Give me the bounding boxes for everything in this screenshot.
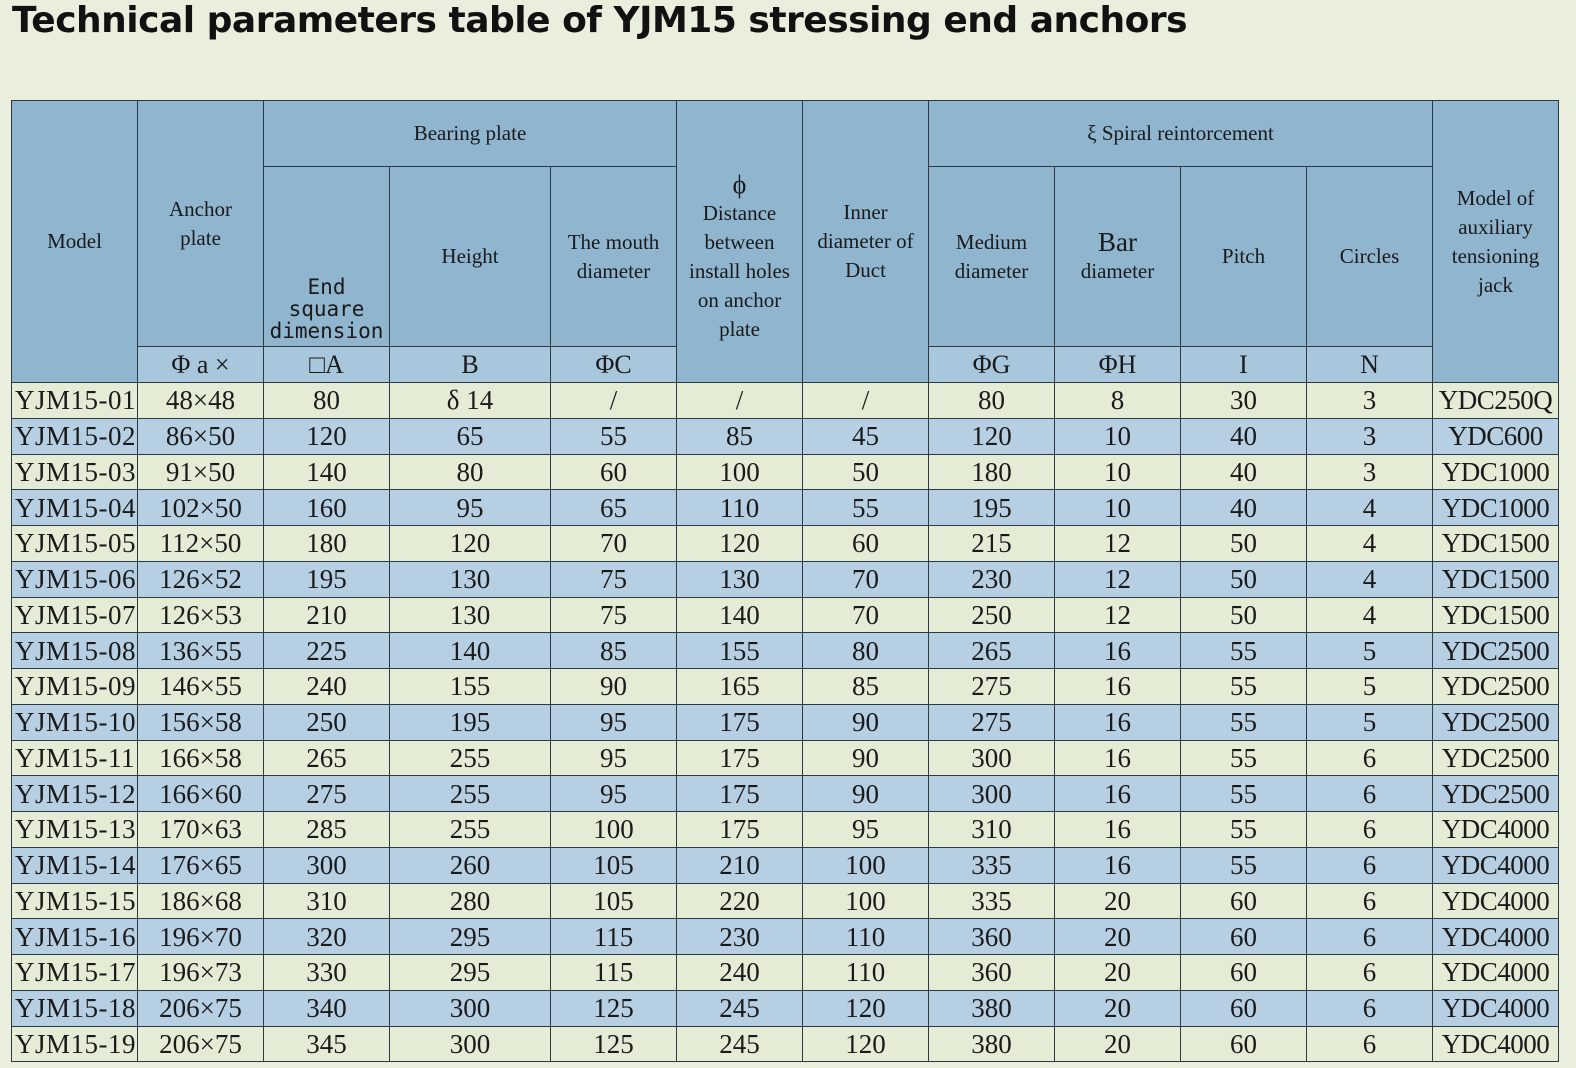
symbol-circles: N bbox=[1307, 347, 1433, 383]
cell-hole-distance: 110 bbox=[677, 490, 803, 526]
cell-medium-diameter: 275 bbox=[929, 704, 1055, 740]
cell-height: 300 bbox=[390, 1026, 551, 1062]
cell-duct-inner-diameter: 120 bbox=[803, 1026, 929, 1062]
cell-pitch: 40 bbox=[1181, 418, 1307, 454]
cell-duct-inner-diameter: 95 bbox=[803, 812, 929, 848]
table-row bbox=[12, 812, 1559, 848]
page-title: Technical parameters table of YJM15 stressing end anchors bbox=[12, 0, 1188, 41]
cell-model: YJM15-18 bbox=[12, 990, 138, 1026]
col-header-circles: Circles bbox=[1307, 167, 1433, 347]
cell-height: 95 bbox=[390, 490, 551, 526]
cell-medium-diameter: 335 bbox=[929, 847, 1055, 883]
cell-end-square: 265 bbox=[264, 740, 390, 776]
cell-height: 255 bbox=[390, 812, 551, 848]
cell-jack-model: YDC4000 bbox=[1433, 1026, 1559, 1062]
cell-bar-diameter: 10 bbox=[1055, 418, 1181, 454]
cell-circles: 4 bbox=[1307, 490, 1433, 526]
cell-height: 295 bbox=[390, 919, 551, 955]
cell-jack-model: YDC4000 bbox=[1433, 955, 1559, 991]
cell-medium-diameter: 250 bbox=[929, 597, 1055, 633]
cell-bar-diameter: 12 bbox=[1055, 597, 1181, 633]
cell-mouth-diameter: 95 bbox=[551, 740, 677, 776]
cell-model: YJM15-04 bbox=[12, 490, 138, 526]
cell-pitch: 55 bbox=[1181, 812, 1307, 848]
cell-jack-model: YDC600 bbox=[1433, 418, 1559, 454]
col-header-distance-install-holes bbox=[677, 101, 803, 383]
cell-height: 295 bbox=[390, 955, 551, 991]
cell-medium-diameter: 360 bbox=[929, 919, 1055, 955]
cell-pitch: 60 bbox=[1181, 955, 1307, 991]
technical-parameters-table bbox=[11, 100, 1559, 1062]
cell-end-square: 120 bbox=[264, 418, 390, 454]
cell-circles: 5 bbox=[1307, 633, 1433, 669]
cell-end-square: 195 bbox=[264, 561, 390, 597]
cell-height: 255 bbox=[390, 740, 551, 776]
col-header-mouth-diameter: The mouth diameter bbox=[551, 167, 677, 347]
cell-circles: 6 bbox=[1307, 1026, 1433, 1062]
cell-pitch: 55 bbox=[1181, 847, 1307, 883]
cell-model: YJM15-15 bbox=[12, 883, 138, 919]
cell-mouth-diameter: 105 bbox=[551, 847, 677, 883]
cell-hole-distance: 175 bbox=[677, 740, 803, 776]
cell-pitch: 50 bbox=[1181, 597, 1307, 633]
col-header-anchor-plate: Anchor plate bbox=[138, 101, 264, 347]
cell-anchor-plate: 146×55 bbox=[138, 669, 264, 705]
cell-jack-model: YDC4000 bbox=[1433, 847, 1559, 883]
cell-hole-distance: 210 bbox=[677, 847, 803, 883]
symbol-medium-diameter: ΦG bbox=[929, 347, 1055, 383]
cell-circles: 5 bbox=[1307, 669, 1433, 705]
table-header bbox=[12, 101, 1559, 383]
cell-height: 130 bbox=[390, 561, 551, 597]
cell-height: 65 bbox=[390, 418, 551, 454]
cell-mouth-diameter: 65 bbox=[551, 490, 677, 526]
cell-model: YJM15-12 bbox=[12, 776, 138, 812]
cell-circles: 3 bbox=[1307, 454, 1433, 490]
cell-jack-model: YDC4000 bbox=[1433, 990, 1559, 1026]
cell-mouth-diameter: 75 bbox=[551, 597, 677, 633]
cell-pitch: 60 bbox=[1181, 919, 1307, 955]
cell-end-square: 340 bbox=[264, 990, 390, 1026]
cell-jack-model: YDC2500 bbox=[1433, 633, 1559, 669]
table-row bbox=[12, 919, 1559, 955]
cell-medium-diameter: 380 bbox=[929, 990, 1055, 1026]
col-header-jack-model: Model of auxiliary tensioning jack bbox=[1433, 101, 1559, 383]
cell-bar-diameter: 12 bbox=[1055, 561, 1181, 597]
cell-anchor-plate: 86×50 bbox=[138, 418, 264, 454]
cell-height: 255 bbox=[390, 776, 551, 812]
phi-symbol: ϕ bbox=[732, 169, 747, 199]
symbol-end-square: □A bbox=[264, 347, 390, 383]
table-row bbox=[12, 526, 1559, 562]
cell-jack-model: YDC2500 bbox=[1433, 776, 1559, 812]
table-row bbox=[12, 669, 1559, 705]
cell-circles: 6 bbox=[1307, 812, 1433, 848]
cell-circles: 4 bbox=[1307, 526, 1433, 562]
cell-anchor-plate: 156×58 bbox=[138, 704, 264, 740]
cell-anchor-plate: 206×75 bbox=[138, 990, 264, 1026]
cell-model: YJM15-17 bbox=[12, 955, 138, 991]
table-row bbox=[12, 955, 1559, 991]
symbol-height: B bbox=[390, 347, 551, 383]
cell-pitch: 55 bbox=[1181, 704, 1307, 740]
cell-hole-distance: 140 bbox=[677, 597, 803, 633]
distance-install-holes-label: Distance between install holes on anchor plate bbox=[689, 200, 790, 341]
cell-hole-distance: 155 bbox=[677, 633, 803, 669]
cell-model: YJM15-11 bbox=[12, 740, 138, 776]
cell-model: YJM15-19 bbox=[12, 1026, 138, 1062]
cell-mouth-diameter: 125 bbox=[551, 1026, 677, 1062]
cell-end-square: 300 bbox=[264, 847, 390, 883]
cell-bar-diameter: 16 bbox=[1055, 812, 1181, 848]
cell-model: YJM15-13 bbox=[12, 812, 138, 848]
table-row bbox=[12, 990, 1559, 1026]
cell-pitch: 60 bbox=[1181, 990, 1307, 1026]
cell-pitch: 50 bbox=[1181, 526, 1307, 562]
cell-jack-model: YDC1500 bbox=[1433, 526, 1559, 562]
cell-bar-diameter: 20 bbox=[1055, 919, 1181, 955]
cell-model: YJM15-06 bbox=[12, 561, 138, 597]
cell-end-square: 250 bbox=[264, 704, 390, 740]
cell-hole-distance: 230 bbox=[677, 919, 803, 955]
cell-anchor-plate: 166×58 bbox=[138, 740, 264, 776]
cell-bar-diameter: 12 bbox=[1055, 526, 1181, 562]
cell-bar-diameter: 16 bbox=[1055, 704, 1181, 740]
cell-pitch: 40 bbox=[1181, 454, 1307, 490]
cell-model: YJM15-03 bbox=[12, 454, 138, 490]
cell-medium-diameter: 80 bbox=[929, 383, 1055, 419]
table-row bbox=[12, 740, 1559, 776]
cell-bar-diameter: 20 bbox=[1055, 883, 1181, 919]
cell-duct-inner-diameter: 50 bbox=[803, 454, 929, 490]
cell-circles: 4 bbox=[1307, 597, 1433, 633]
cell-height: 80 bbox=[390, 454, 551, 490]
cell-circles: 6 bbox=[1307, 955, 1433, 991]
cell-duct-inner-diameter: 110 bbox=[803, 919, 929, 955]
cell-anchor-plate: 126×52 bbox=[138, 561, 264, 597]
cell-mouth-diameter: 125 bbox=[551, 990, 677, 1026]
cell-height: 260 bbox=[390, 847, 551, 883]
cell-duct-inner-diameter: 60 bbox=[803, 526, 929, 562]
cell-jack-model: YDC4000 bbox=[1433, 883, 1559, 919]
cell-anchor-plate: 170×63 bbox=[138, 812, 264, 848]
cell-pitch: 55 bbox=[1181, 669, 1307, 705]
cell-circles: 5 bbox=[1307, 704, 1433, 740]
table-row bbox=[12, 1026, 1559, 1062]
cell-duct-inner-diameter: 70 bbox=[803, 561, 929, 597]
cell-hole-distance: 240 bbox=[677, 955, 803, 991]
col-header-model: Model bbox=[12, 101, 138, 383]
cell-anchor-plate: 112×50 bbox=[138, 526, 264, 562]
cell-medium-diameter: 380 bbox=[929, 1026, 1055, 1062]
cell-mouth-diameter: 115 bbox=[551, 955, 677, 991]
cell-circles: 4 bbox=[1307, 561, 1433, 597]
cell-medium-diameter: 300 bbox=[929, 776, 1055, 812]
cell-model: YJM15-02 bbox=[12, 418, 138, 454]
cell-hole-distance: 85 bbox=[677, 418, 803, 454]
cell-bar-diameter: 10 bbox=[1055, 490, 1181, 526]
table-row bbox=[12, 490, 1559, 526]
cell-jack-model: YDC4000 bbox=[1433, 812, 1559, 848]
cell-end-square: 345 bbox=[264, 1026, 390, 1062]
cell-bar-diameter: 20 bbox=[1055, 990, 1181, 1026]
cell-hole-distance: 245 bbox=[677, 1026, 803, 1062]
cell-bar-diameter: 16 bbox=[1055, 633, 1181, 669]
cell-model: YJM15-08 bbox=[12, 633, 138, 669]
col-header-inner-diameter-duct: Inner diameter of Duct bbox=[803, 101, 929, 383]
cell-pitch: 30 bbox=[1181, 383, 1307, 419]
cell-medium-diameter: 360 bbox=[929, 955, 1055, 991]
cell-medium-diameter: 335 bbox=[929, 883, 1055, 919]
cell-model: YJM15-10 bbox=[12, 704, 138, 740]
cell-end-square: 310 bbox=[264, 883, 390, 919]
cell-height: 300 bbox=[390, 990, 551, 1026]
cell-anchor-plate: 186×68 bbox=[138, 883, 264, 919]
cell-end-square: 180 bbox=[264, 526, 390, 562]
cell-circles: 6 bbox=[1307, 883, 1433, 919]
table-row bbox=[12, 883, 1559, 919]
col-header-pitch: Pitch bbox=[1181, 167, 1307, 347]
cell-bar-diameter: 16 bbox=[1055, 740, 1181, 776]
cell-mouth-diameter: / bbox=[551, 383, 677, 419]
cell-mouth-diameter: 70 bbox=[551, 526, 677, 562]
cell-duct-inner-diameter: 110 bbox=[803, 955, 929, 991]
diameter-label: diameter bbox=[1080, 259, 1155, 283]
cell-circles: 6 bbox=[1307, 847, 1433, 883]
cell-pitch: 55 bbox=[1181, 740, 1307, 776]
table-row bbox=[12, 383, 1559, 419]
cell-medium-diameter: 180 bbox=[929, 454, 1055, 490]
cell-jack-model: YDC250Q bbox=[1433, 383, 1559, 419]
cell-duct-inner-diameter: 90 bbox=[803, 704, 929, 740]
cell-mouth-diameter: 115 bbox=[551, 919, 677, 955]
table-row bbox=[12, 847, 1559, 883]
cell-circles: 3 bbox=[1307, 418, 1433, 454]
cell-hole-distance: 175 bbox=[677, 776, 803, 812]
cell-end-square: 210 bbox=[264, 597, 390, 633]
cell-pitch: 60 bbox=[1181, 1026, 1307, 1062]
cell-pitch: 55 bbox=[1181, 776, 1307, 812]
cell-pitch: 55 bbox=[1181, 633, 1307, 669]
cell-end-square: 240 bbox=[264, 669, 390, 705]
cell-jack-model: YDC1000 bbox=[1433, 490, 1559, 526]
cell-duct-inner-diameter: 70 bbox=[803, 597, 929, 633]
cell-anchor-plate: 136×55 bbox=[138, 633, 264, 669]
cell-circles: 6 bbox=[1307, 740, 1433, 776]
cell-end-square: 330 bbox=[264, 955, 390, 991]
table-row bbox=[12, 418, 1559, 454]
cell-duct-inner-diameter: 45 bbox=[803, 418, 929, 454]
cell-hole-distance: / bbox=[677, 383, 803, 419]
cell-mouth-diameter: 60 bbox=[551, 454, 677, 490]
cell-jack-model: YDC1000 bbox=[1433, 454, 1559, 490]
table-row bbox=[12, 597, 1559, 633]
cell-model: YJM15-16 bbox=[12, 919, 138, 955]
cell-duct-inner-diameter: 90 bbox=[803, 776, 929, 812]
cell-end-square: 140 bbox=[264, 454, 390, 490]
cell-anchor-plate: 166×60 bbox=[138, 776, 264, 812]
cell-duct-inner-diameter: 80 bbox=[803, 633, 929, 669]
cell-duct-inner-diameter: 55 bbox=[803, 490, 929, 526]
group-header-spiral-reinforcement: ξ Spiral reintorcement bbox=[929, 101, 1433, 167]
cell-medium-diameter: 120 bbox=[929, 418, 1055, 454]
cell-duct-inner-diameter: / bbox=[803, 383, 929, 419]
cell-anchor-plate: 48×48 bbox=[138, 383, 264, 419]
table-row bbox=[12, 776, 1559, 812]
cell-end-square: 320 bbox=[264, 919, 390, 955]
cell-end-square: 285 bbox=[264, 812, 390, 848]
cell-medium-diameter: 195 bbox=[929, 490, 1055, 526]
cell-anchor-plate: 196×70 bbox=[138, 919, 264, 955]
cell-medium-diameter: 300 bbox=[929, 740, 1055, 776]
cell-anchor-plate: 91×50 bbox=[138, 454, 264, 490]
cell-medium-diameter: 275 bbox=[929, 669, 1055, 705]
cell-mouth-diameter: 75 bbox=[551, 561, 677, 597]
cell-hole-distance: 100 bbox=[677, 454, 803, 490]
col-header-end-square-dimension: End square dimension bbox=[264, 167, 390, 347]
bar-label: Bar bbox=[1098, 227, 1137, 257]
cell-anchor-plate: 126×53 bbox=[138, 597, 264, 633]
cell-mouth-diameter: 105 bbox=[551, 883, 677, 919]
cell-height: 195 bbox=[390, 704, 551, 740]
symbol-pitch: I bbox=[1181, 347, 1307, 383]
cell-duct-inner-diameter: 100 bbox=[803, 883, 929, 919]
symbol-bar-diameter: ΦH bbox=[1055, 347, 1181, 383]
cell-end-square: 275 bbox=[264, 776, 390, 812]
cell-duct-inner-diameter: 90 bbox=[803, 740, 929, 776]
cell-circles: 3 bbox=[1307, 383, 1433, 419]
cell-bar-diameter: 10 bbox=[1055, 454, 1181, 490]
cell-model: YJM15-07 bbox=[12, 597, 138, 633]
cell-bar-diameter: 16 bbox=[1055, 776, 1181, 812]
cell-height: δ 14 bbox=[390, 383, 551, 419]
table-row bbox=[12, 561, 1559, 597]
cell-model: YJM15-14 bbox=[12, 847, 138, 883]
cell-pitch: 60 bbox=[1181, 883, 1307, 919]
cell-duct-inner-diameter: 100 bbox=[803, 847, 929, 883]
cell-mouth-diameter: 100 bbox=[551, 812, 677, 848]
cell-jack-model: YDC2500 bbox=[1433, 704, 1559, 740]
cell-bar-diameter: 16 bbox=[1055, 847, 1181, 883]
cell-circles: 6 bbox=[1307, 776, 1433, 812]
cell-jack-model: YDC1500 bbox=[1433, 561, 1559, 597]
cell-height: 280 bbox=[390, 883, 551, 919]
cell-height: 140 bbox=[390, 633, 551, 669]
table-body bbox=[12, 383, 1559, 1062]
cell-hole-distance: 130 bbox=[677, 561, 803, 597]
cell-height: 155 bbox=[390, 669, 551, 705]
cell-model: YJM15-09 bbox=[12, 669, 138, 705]
cell-mouth-diameter: 55 bbox=[551, 418, 677, 454]
table-row bbox=[12, 633, 1559, 669]
table-row bbox=[12, 704, 1559, 740]
cell-jack-model: YDC1500 bbox=[1433, 597, 1559, 633]
cell-circles: 6 bbox=[1307, 990, 1433, 1026]
symbol-anchor-plate: Φ a × bbox=[138, 347, 264, 383]
cell-jack-model: YDC2500 bbox=[1433, 740, 1559, 776]
cell-anchor-plate: 196×73 bbox=[138, 955, 264, 991]
cell-bar-diameter: 20 bbox=[1055, 1026, 1181, 1062]
cell-jack-model: YDC4000 bbox=[1433, 919, 1559, 955]
cell-pitch: 50 bbox=[1181, 561, 1307, 597]
cell-model: YJM15-05 bbox=[12, 526, 138, 562]
symbol-mouth-diameter: ΦC bbox=[551, 347, 677, 383]
cell-height: 130 bbox=[390, 597, 551, 633]
cell-height: 120 bbox=[390, 526, 551, 562]
col-header-bar-diameter bbox=[1055, 167, 1181, 347]
cell-end-square: 225 bbox=[264, 633, 390, 669]
table-row bbox=[12, 454, 1559, 490]
cell-model: YJM15-01 bbox=[12, 383, 138, 419]
cell-hole-distance: 175 bbox=[677, 704, 803, 740]
cell-mouth-diameter: 85 bbox=[551, 633, 677, 669]
cell-medium-diameter: 310 bbox=[929, 812, 1055, 848]
cell-hole-distance: 245 bbox=[677, 990, 803, 1026]
cell-mouth-diameter: 95 bbox=[551, 776, 677, 812]
cell-hole-distance: 120 bbox=[677, 526, 803, 562]
cell-bar-diameter: 20 bbox=[1055, 955, 1181, 991]
cell-bar-diameter: 16 bbox=[1055, 669, 1181, 705]
cell-anchor-plate: 102×50 bbox=[138, 490, 264, 526]
group-header-bearing-plate: Bearing plate bbox=[264, 101, 677, 167]
cell-duct-inner-diameter: 85 bbox=[803, 669, 929, 705]
cell-hole-distance: 220 bbox=[677, 883, 803, 919]
cell-pitch: 40 bbox=[1181, 490, 1307, 526]
col-header-height: Height bbox=[390, 167, 551, 347]
cell-hole-distance: 165 bbox=[677, 669, 803, 705]
cell-bar-diameter: 8 bbox=[1055, 383, 1181, 419]
col-header-medium-diameter: Medium diameter bbox=[929, 167, 1055, 347]
cell-duct-inner-diameter: 120 bbox=[803, 990, 929, 1026]
cell-medium-diameter: 230 bbox=[929, 561, 1055, 597]
cell-anchor-plate: 206×75 bbox=[138, 1026, 264, 1062]
cell-mouth-diameter: 95 bbox=[551, 704, 677, 740]
cell-end-square: 160 bbox=[264, 490, 390, 526]
cell-circles: 6 bbox=[1307, 919, 1433, 955]
cell-mouth-diameter: 90 bbox=[551, 669, 677, 705]
cell-hole-distance: 175 bbox=[677, 812, 803, 848]
cell-medium-diameter: 215 bbox=[929, 526, 1055, 562]
cell-end-square: 80 bbox=[264, 383, 390, 419]
cell-jack-model: YDC2500 bbox=[1433, 669, 1559, 705]
cell-anchor-plate: 176×65 bbox=[138, 847, 264, 883]
cell-medium-diameter: 265 bbox=[929, 633, 1055, 669]
